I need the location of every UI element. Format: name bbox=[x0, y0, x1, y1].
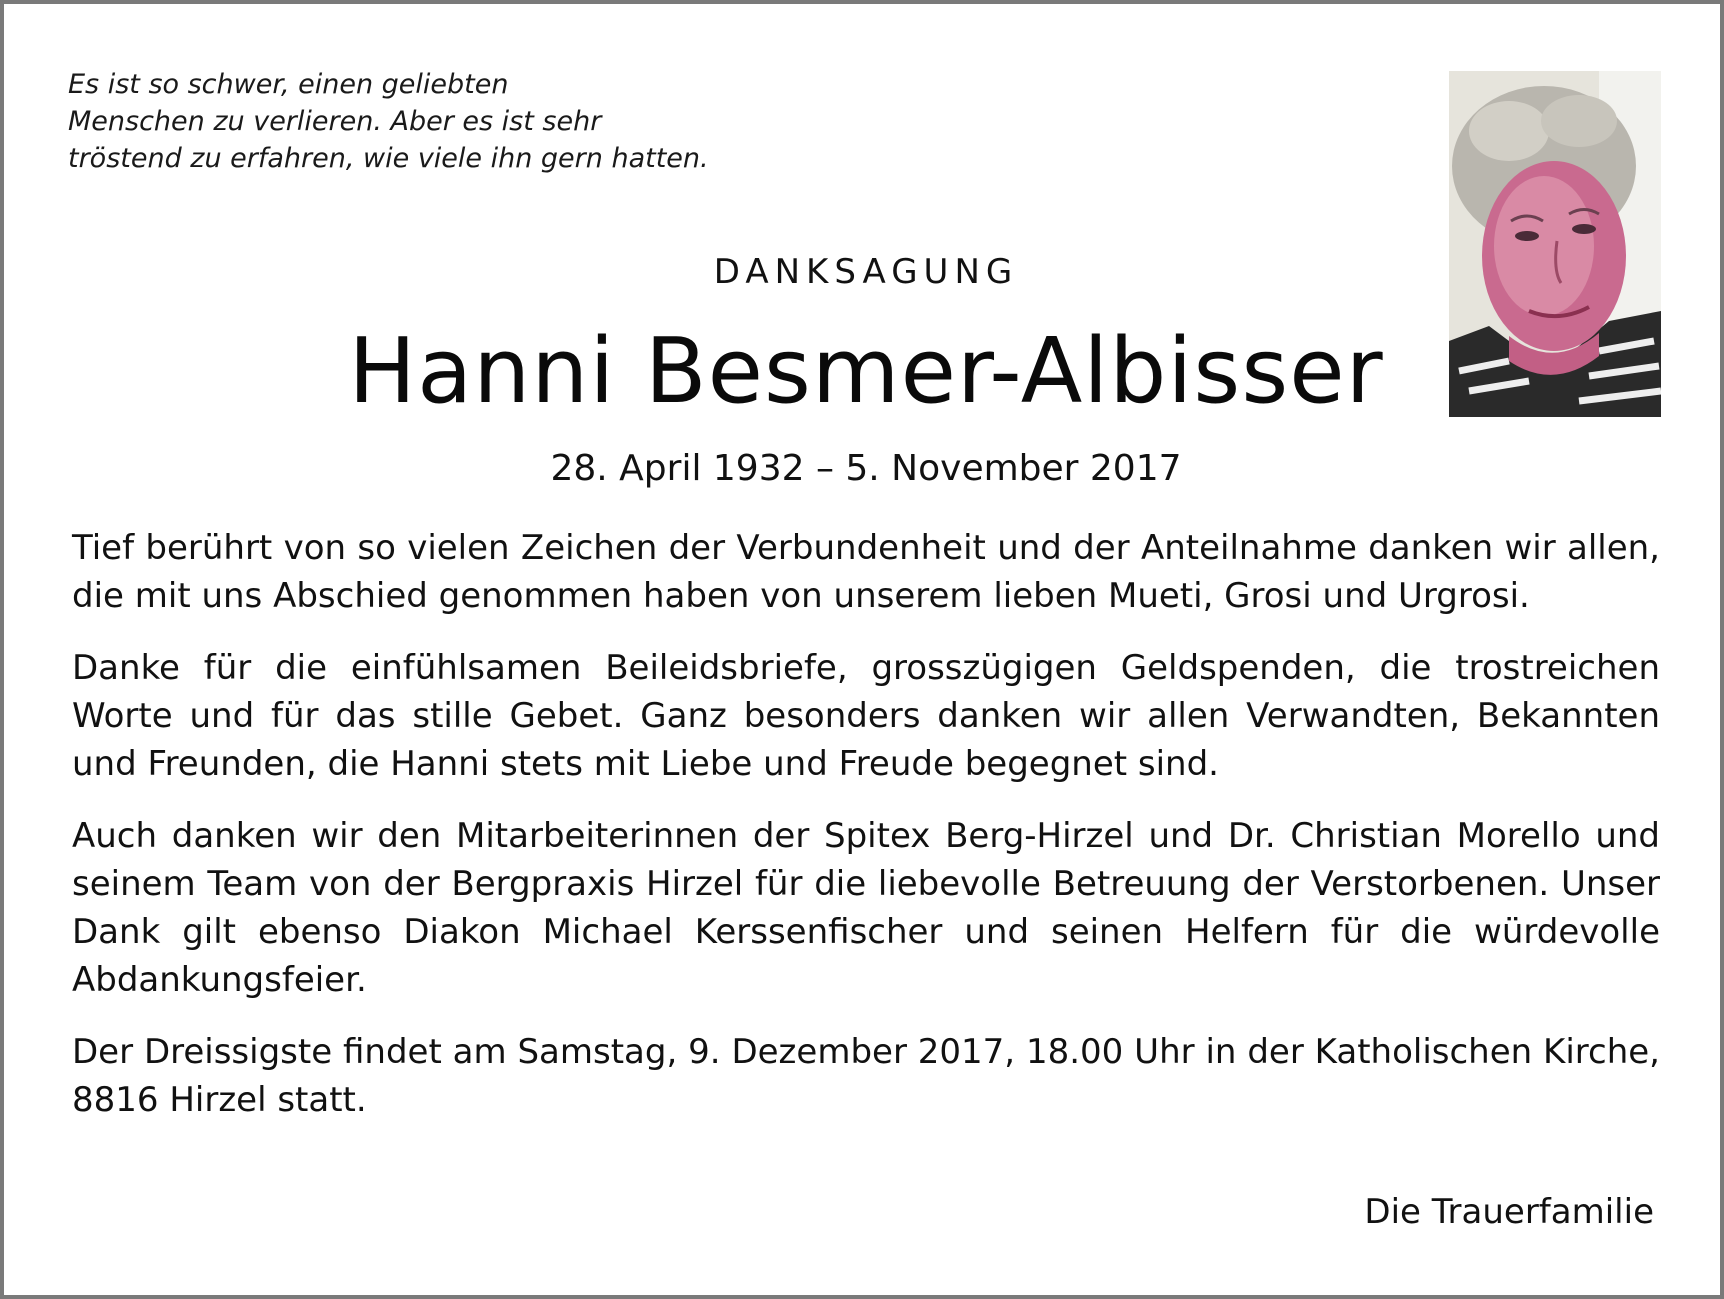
portrait-photo bbox=[1449, 71, 1661, 417]
quote-line: tröstend zu erfahren, wie viele ihn gern hatten. bbox=[68, 143, 709, 174]
paragraph: Tief berührt von so vielen Zeichen der Verbundenheit und der Anteilnahme danken wir allen, die mit uns Abschied genommen haben von unserem lieben Mueti, Grosi und Urgrosi. bbox=[72, 528, 1660, 616]
notice-heading: DANKSAGUNG bbox=[713, 252, 1019, 292]
paragraph: Auch danken wir den Mitarbeiterinnen der Spitex Berg-Hirzel und Dr. Christian Morello und seinem Team von der Bergpraxis Hirzel für die liebevolle Betreuung der Verstorbenen. Unser Dank gilt ebenso Diakon Michael Kerssenfischer und seinen Helfern für die würdevolle Abdankungsfeier. bbox=[72, 816, 1660, 1000]
signature: Die Trauerfamilie bbox=[1364, 1192, 1654, 1232]
deceased-name: Hanni Besmer-Albisser bbox=[348, 319, 1384, 424]
thank-you-text bbox=[72, 524, 1660, 1148]
quote-line: Es ist so schwer, einen geliebten bbox=[68, 69, 509, 100]
paragraph: Der Dreissigste findet am Samstag, 9. Dezember 2017, 18.00 Uhr in der Katholischen Kirche, 8816 Hirzel statt. bbox=[72, 1032, 1660, 1120]
life-dates: 28. April 1932 – 5. November 2017 bbox=[550, 448, 1182, 489]
portrait-image bbox=[1449, 71, 1661, 417]
memorial-quote bbox=[68, 66, 768, 177]
quote-line: Menschen zu verlieren. Aber es ist sehr bbox=[68, 106, 602, 137]
paragraph: Danke für die einfühlsamen Beileidsbriefe, grosszügigen Geldspenden, die trostreichen Worte und für das stille Gebet. Ganz besonders danken wir allen Verwandten, Bekannten und Freunden, die Hanni stets mit Liebe und Freude begegnet sind. bbox=[72, 648, 1660, 784]
